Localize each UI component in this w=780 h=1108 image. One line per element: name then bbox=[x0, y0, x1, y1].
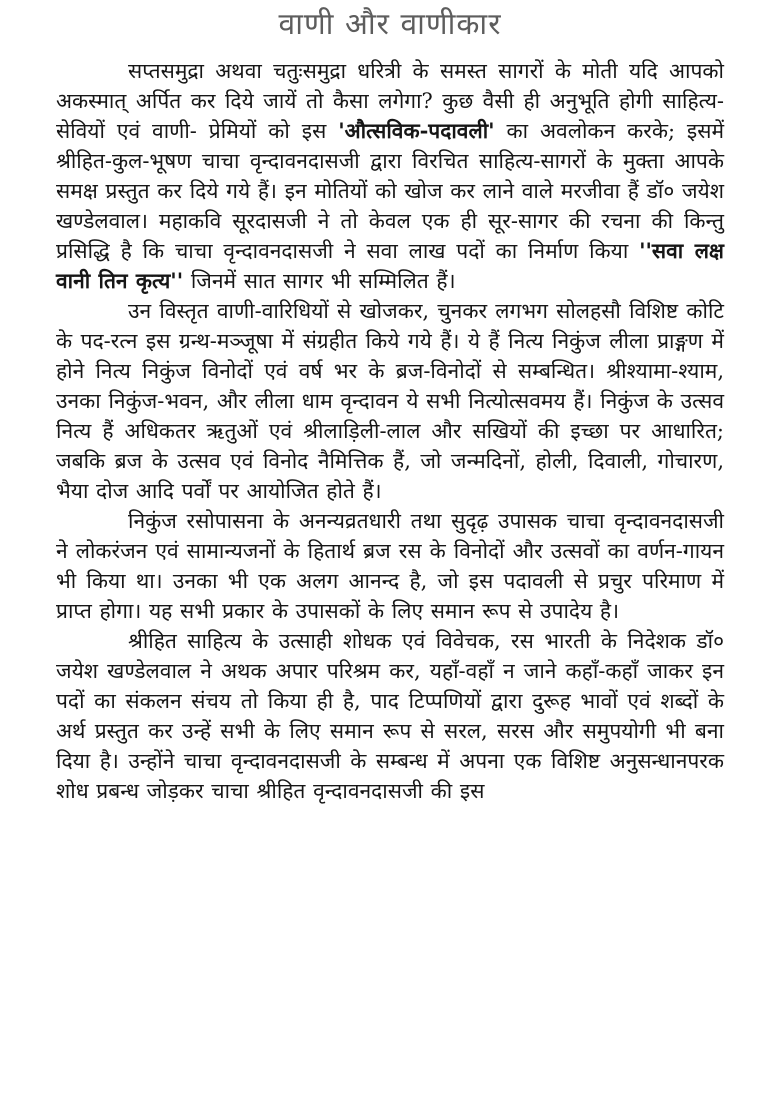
text-run: जिनमें सात सागर भी सम्मिलित हैं। bbox=[183, 269, 456, 293]
bold-text-run: ''सवा लक्ष वानी तिन कृत्य'' bbox=[56, 238, 724, 293]
bold-text-run: 'औत्सविक-पदावली' bbox=[338, 118, 495, 143]
paragraph bbox=[56, 506, 724, 626]
paragraph bbox=[56, 626, 724, 806]
text-run: श्रीहित साहित्य के उत्साही शोधक एवं विवेचक, रस भारती के निदेशक डॉ० जयेश खण्डेलवाल ने अथक अपार परिश्रम कर, यहाँ-वहाँ न जाने कहाँ-कहाँ जाकर इन पदों का संकलन संचय तो किया ही है, पाद टिप्पणियों द्वारा दुरूह भावों एवं शब्दों के अर्थ प्रस्तुत कर उन्हें सभी के लिए समान रूप से सरल, सरस और समुपयोगी भी बना दिया है। उन्होंने चाचा वृन्दावनदासजी के सम्बन्ध में अपना एक विशिष्ट अनुसन्धानपरक शोध प्रबन्ध जोड़कर चाचा श्रीहित वृन्दावनदासजी की इस bbox=[56, 629, 724, 803]
page-title: वाणी और वाणीकार bbox=[278, 7, 502, 42]
paragraph bbox=[56, 296, 724, 506]
text-run: का अवलोकन करके; इसमें श्रीहित-कुल-भूषण चाचा वृन्दावनदासजी द्वारा विरचित साहित्य-सागरों के मुक्ता आपके समक्ष प्रस्तुत कर दिये गये हैं। इन मोतियों को खोज कर लाने वाले मरजीवा हैं डॉ० जयेश खण्डेलवाल। महाकवि सूरदासजी ने तो केवल एक ही सूर-सागर की रचना की किन्तु प्रसिद्धि है कि चाचा वृन्दावनदासजी ने सवा लाख पदों का निर्माण किया bbox=[56, 119, 725, 263]
paragraph bbox=[56, 56, 724, 296]
text-run: निकुंज रसोपासना के अनन्यव्रतधारी तथा सुदृढ़ उपासक चाचा वृन्दावनदासजी ने लोकरंजन एवं सामान्यजनों के हितार्थ ब्रज रस के विनोदों और उत्सवों का वर्णन-गायन भी किया था। उनका भी एक अलग आनन्द है, जो इस पदावली से प्रचुर परिमाण में प्राप्त होगा। यह सभी प्रकार के उपासकों के लिए समान रूप से उपादेय है। bbox=[56, 509, 724, 623]
text-run: उन विस्तृत वाणी-वारिधियों से खोजकर, चुनकर लगभग सोलहसौ विशिष्ट कोटि के पद-रत्न इस ग्रन्थ-मञ्जूषा में संग्रहीत किये गये हैं। ये हैं नित्य निकुंज लीला प्राङ्गण में होने नित्य निकुंज विनोदों एवं वर्ष भर के ब्रज-विनोदों से सम्बन्धित। श्रीश्यामा-श्याम, उनका निकुंज-भवन, और लीला धाम वृन्दावन ये सभी नित्योत्सवमय हैं। निकुंज के उत्सव नित्य हैं अधिकतर ऋतुओं एवं श्रीलाड़िली-लाल और सखियों की इच्छा पर आधारित; जबकि ब्रज के उत्सव एवं विनोद नैमित्तिक हैं, जो जन्मदिनों, होली, दिवाली, गोचारण, भैया दोज आदि पर्वों पर आयोजित होते हैं। bbox=[56, 299, 724, 503]
text-run: सप्तसमुद्रा अथवा चतुःसमुद्रा धरित्री के समस्त सागरों के मोती यदि आपको अकस्मात् अर्पित कर दिये जायें तो कैसा लगेगा? कुछ वैसी ही अनुभूति होगी साहित्य-सेवियों एवं वाणी- प्रेमियों को इस bbox=[56, 59, 724, 143]
document-body bbox=[56, 56, 724, 806]
